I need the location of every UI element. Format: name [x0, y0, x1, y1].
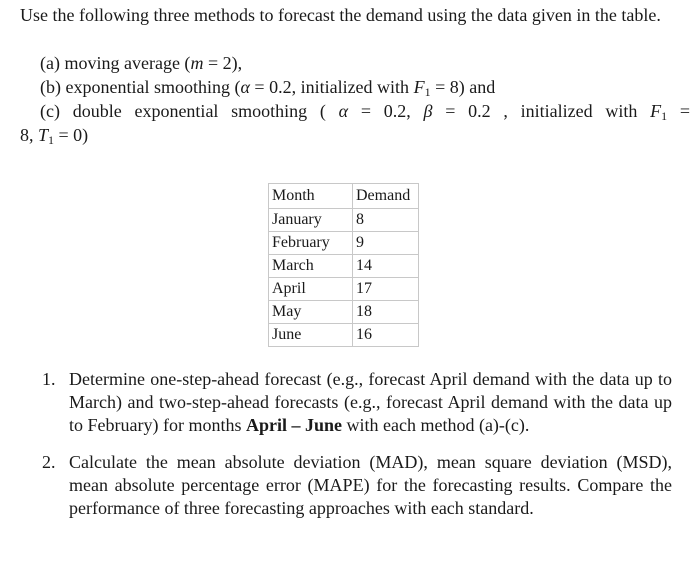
question-list [42, 368, 672, 520]
intro-text: Use the following three methods to forecast the demand using the data given in the table. [20, 5, 661, 25]
method-b: (b) exponential smoothing (α = 0.2, initialized with $F_1 = 8$) and [40, 77, 496, 99]
table-header-row [269, 184, 419, 209]
table-row [269, 232, 419, 255]
month-cell: April [269, 278, 353, 301]
method-c-continued: 8, $T_1 = 0$) [20, 125, 89, 147]
demand-cell: 17 [353, 278, 419, 301]
method-c: (c) double exponential smoothing ( α = 0.2, β = 0.2 , initialized with $F_1$ = [40, 101, 690, 123]
method-a: (a) moving average (m = 2), [40, 53, 243, 73]
table-row [269, 209, 419, 232]
demand-cell: 14 [353, 255, 419, 278]
demand-cell: 9 [353, 232, 419, 255]
header-month: Month [269, 184, 353, 209]
month-cell: February [269, 232, 353, 255]
month-cell: May [269, 301, 353, 324]
demand-cell: 16 [353, 324, 419, 347]
question-2: 2. Calculate the mean absolute deviation (MAD), mean square deviation (MSD), mean absolute percentage error (MAPE) for the forecasting results. Compare the performance of three forecasting approaches with each standard. [42, 452, 672, 518]
month-cell: January [269, 209, 353, 232]
demand-cell: 18 [353, 301, 419, 324]
month-cell: March [269, 255, 353, 278]
header-demand: Demand [353, 184, 419, 209]
table-row [269, 324, 419, 347]
month-range: April – June [245, 415, 342, 435]
question-number: 2. [42, 452, 56, 472]
question-number: 1. [42, 369, 56, 389]
question-1: 1. Determine one-step-ahead forecast (e.g., forecast April demand with the data up to March) and two-step-ahead forecasts (e.g., forecast April demand with the data up to February) for months April – June with each method (a)-(c). [42, 369, 672, 435]
demand-table [268, 183, 419, 347]
table-row [269, 278, 419, 301]
table-row [269, 301, 419, 324]
month-cell: June [269, 324, 353, 347]
table-row [269, 255, 419, 278]
demand-cell: 8 [353, 209, 419, 232]
